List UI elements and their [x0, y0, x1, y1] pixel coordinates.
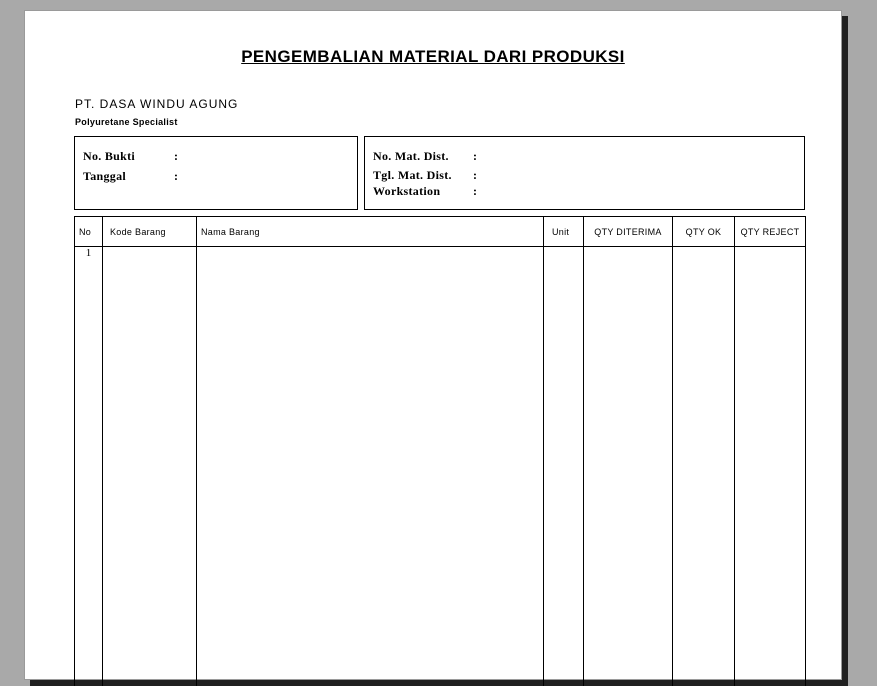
- cell-kode-barang: [103, 247, 197, 686]
- field-colon-workstation: :: [473, 184, 477, 199]
- field-label-no-bukti: No. Bukti: [83, 149, 135, 164]
- field-colon-no-mat-dist: :: [473, 149, 477, 164]
- field-label-tanggal: Tanggal: [83, 169, 126, 184]
- cell-nama-barang: [197, 247, 544, 686]
- company-name: PT. DASA WINDU AGUNG: [75, 97, 238, 111]
- col-header-no: No: [75, 217, 103, 247]
- col-header-unit: Unit: [544, 217, 584, 247]
- col-header-nama-barang: Nama Barang: [197, 217, 544, 247]
- table-header-row: [75, 217, 806, 247]
- field-label-workstation: Workstation: [373, 184, 440, 199]
- col-header-kode-barang: Kode Barang: [103, 217, 197, 247]
- col-header-qty-ok: QTY OK: [673, 217, 735, 247]
- field-colon-tgl-mat-dist: :: [473, 168, 477, 183]
- cell-unit: [544, 247, 584, 686]
- cell-qty-reject: [735, 247, 806, 686]
- row-number: 1: [75, 247, 103, 686]
- col-header-qty-reject: QTY REJECT: [735, 217, 806, 247]
- field-colon-no-bukti: :: [174, 149, 178, 164]
- cell-qty-diterima: [584, 247, 673, 686]
- col-header-qty-diterima: QTY DITERIMA: [584, 217, 673, 247]
- cell-qty-ok: [673, 247, 735, 686]
- report-page: [24, 10, 842, 680]
- field-label-no-mat-dist: No. Mat. Dist.: [373, 149, 449, 164]
- header-box-right: [364, 136, 805, 210]
- header-box-left: [74, 136, 358, 210]
- table-row: [75, 247, 806, 686]
- field-colon-tanggal: :: [174, 169, 178, 184]
- items-table: [74, 216, 806, 686]
- report-title: PENGEMBALIAN MATERIAL DARI PRODUKSI: [25, 47, 841, 67]
- company-tagline: Polyuretane Specialist: [75, 117, 178, 127]
- field-label-tgl-mat-dist: Tgl. Mat. Dist.: [373, 168, 452, 183]
